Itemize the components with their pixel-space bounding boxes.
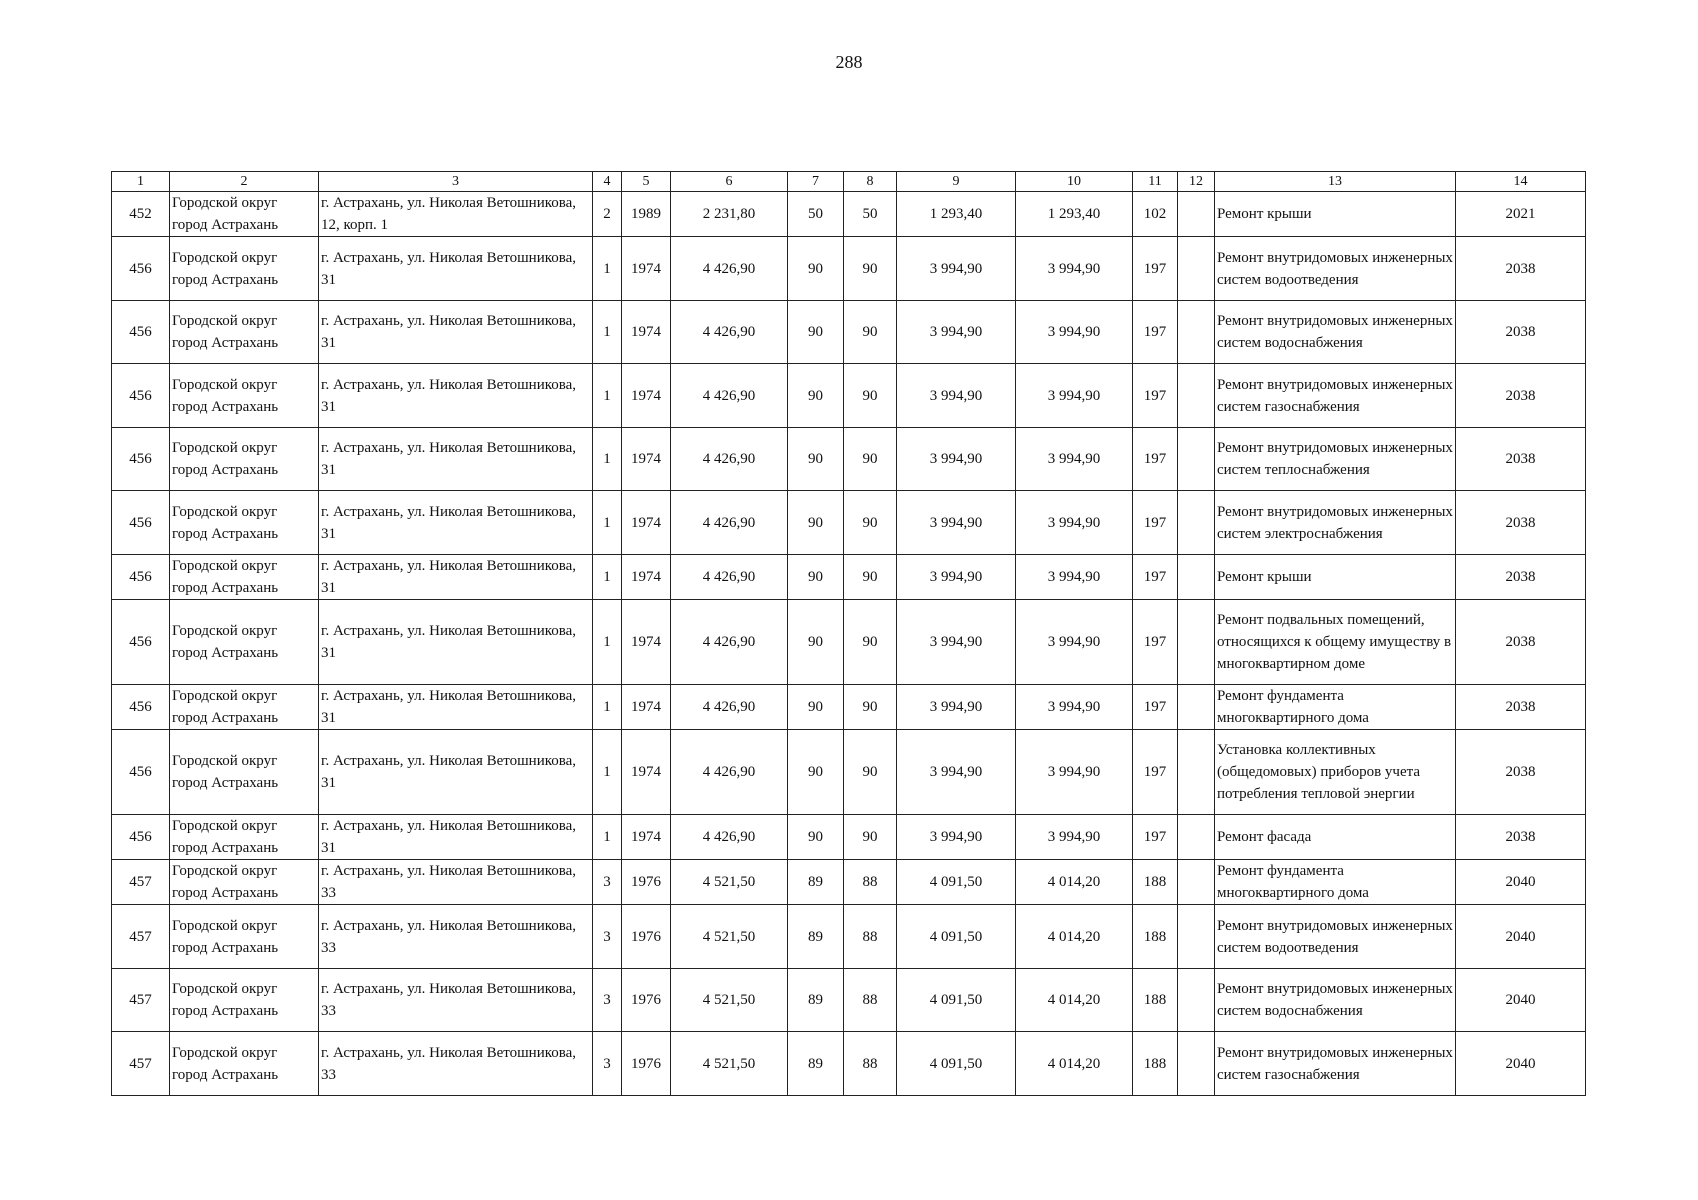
municipality-cell: Городской округ город Астрахань xyxy=(170,555,319,600)
year-built-cell: 1974 xyxy=(622,428,671,491)
year-built-cell: 1989 xyxy=(622,192,671,237)
total-area-cell: 4 521,50 xyxy=(671,969,788,1032)
col10-area-cell: 3 994,90 xyxy=(1016,491,1133,555)
plan-year-cell: 2021 xyxy=(1456,192,1586,237)
col8-cell: 90 xyxy=(844,555,897,600)
column-header: 14 xyxy=(1456,172,1586,192)
col7-cell: 90 xyxy=(788,237,844,301)
address-cell: г. Астрахань, ул. Николая Ветошникова, 31 xyxy=(319,730,593,815)
address-cell: г. Астрахань, ул. Николая Ветошникова, 31 xyxy=(319,364,593,428)
municipality-cell: Городской округ город Астрахань xyxy=(170,815,319,860)
plan-year-cell: 2038 xyxy=(1456,600,1586,685)
column-header: 8 xyxy=(844,172,897,192)
plan-year-cell: 2040 xyxy=(1456,1032,1586,1096)
col7-cell: 90 xyxy=(788,555,844,600)
address-cell: г. Астрахань, ул. Николая Ветошникова, 33 xyxy=(319,905,593,969)
plan-year-cell: 2040 xyxy=(1456,905,1586,969)
total-area-cell: 4 426,90 xyxy=(671,428,788,491)
year-built-cell: 1974 xyxy=(622,815,671,860)
col12-cell xyxy=(1178,600,1215,685)
floors-cell: 3 xyxy=(593,905,622,969)
col9-area-cell: 1 293,40 xyxy=(897,192,1016,237)
col12-cell xyxy=(1178,555,1215,600)
col12-cell xyxy=(1178,685,1215,730)
col12-cell xyxy=(1178,1032,1215,1096)
col12-cell xyxy=(1178,237,1215,301)
col8-cell: 88 xyxy=(844,905,897,969)
year-built-cell: 1976 xyxy=(622,905,671,969)
col10-area-cell: 4 014,20 xyxy=(1016,905,1133,969)
row-number-cell: 457 xyxy=(112,860,170,905)
municipality-cell: Городской округ город Астрахань xyxy=(170,905,319,969)
residents-cell: 197 xyxy=(1133,491,1178,555)
col10-area-cell: 3 994,90 xyxy=(1016,428,1133,491)
table-row xyxy=(112,301,1586,364)
row-number-cell: 452 xyxy=(112,192,170,237)
column-number-row xyxy=(112,172,1586,192)
table-row xyxy=(112,192,1586,237)
address-cell: г. Астрахань, ул. Николая Ветошникова, 33 xyxy=(319,860,593,905)
work-type-cell: Ремонт подвальных помещений, относящихся к общему имуществу в многоквартирном доме xyxy=(1215,600,1456,685)
residents-cell: 197 xyxy=(1133,237,1178,301)
municipality-cell: Городской округ город Астрахань xyxy=(170,491,319,555)
col8-cell: 90 xyxy=(844,428,897,491)
col12-cell xyxy=(1178,905,1215,969)
col10-area-cell: 3 994,90 xyxy=(1016,301,1133,364)
total-area-cell: 4 426,90 xyxy=(671,600,788,685)
plan-year-cell: 2038 xyxy=(1456,730,1586,815)
page-number: 288 xyxy=(835,52,863,72)
total-area-cell: 4 426,90 xyxy=(671,555,788,600)
municipality-cell: Городской округ город Астрахань xyxy=(170,301,319,364)
col9-area-cell: 3 994,90 xyxy=(897,685,1016,730)
column-header: 4 xyxy=(593,172,622,192)
municipality-cell: Городской округ город Астрахань xyxy=(170,685,319,730)
column-header: 1 xyxy=(112,172,170,192)
residents-cell: 188 xyxy=(1133,1032,1178,1096)
municipality-cell: Городской округ город Астрахань xyxy=(170,364,319,428)
work-type-cell: Ремонт крыши xyxy=(1215,192,1456,237)
address-cell: г. Астрахань, ул. Николая Ветошникова, 31 xyxy=(319,491,593,555)
municipality-cell: Городской округ город Астрахань xyxy=(170,428,319,491)
row-number-cell: 456 xyxy=(112,685,170,730)
work-type-cell: Ремонт внутридомовых инженерных систем водоотведения xyxy=(1215,905,1456,969)
floors-cell: 1 xyxy=(593,685,622,730)
floors-cell: 1 xyxy=(593,730,622,815)
address-cell: г. Астрахань, ул. Николая Ветошникова, 31 xyxy=(319,815,593,860)
total-area-cell: 4 426,90 xyxy=(671,815,788,860)
total-area-cell: 4 426,90 xyxy=(671,237,788,301)
col8-cell: 90 xyxy=(844,301,897,364)
table-row xyxy=(112,237,1586,301)
plan-year-cell: 2038 xyxy=(1456,815,1586,860)
col10-area-cell: 3 994,90 xyxy=(1016,600,1133,685)
floors-cell: 2 xyxy=(593,192,622,237)
col8-cell: 88 xyxy=(844,1032,897,1096)
col10-area-cell: 4 014,20 xyxy=(1016,860,1133,905)
column-header: 13 xyxy=(1215,172,1456,192)
floors-cell: 1 xyxy=(593,237,622,301)
col8-cell: 88 xyxy=(844,969,897,1032)
floors-cell: 1 xyxy=(593,301,622,364)
col12-cell xyxy=(1178,192,1215,237)
col8-cell: 90 xyxy=(844,730,897,815)
work-type-cell: Ремонт крыши xyxy=(1215,555,1456,600)
col10-area-cell: 3 994,90 xyxy=(1016,730,1133,815)
row-number-cell: 456 xyxy=(112,301,170,364)
address-cell: г. Астрахань, ул. Николая Ветошникова, 31 xyxy=(319,428,593,491)
row-number-cell: 456 xyxy=(112,237,170,301)
col10-area-cell: 3 994,90 xyxy=(1016,555,1133,600)
column-header: 5 xyxy=(622,172,671,192)
table-row xyxy=(112,555,1586,600)
column-header: 3 xyxy=(319,172,593,192)
work-type-cell: Ремонт фундамента многоквартирного дома xyxy=(1215,860,1456,905)
table-row xyxy=(112,815,1586,860)
residents-cell: 197 xyxy=(1133,685,1178,730)
plan-year-cell: 2038 xyxy=(1456,491,1586,555)
residents-cell: 188 xyxy=(1133,969,1178,1032)
table-header xyxy=(112,172,1586,192)
col12-cell xyxy=(1178,815,1215,860)
floors-cell: 1 xyxy=(593,491,622,555)
col12-cell xyxy=(1178,364,1215,428)
address-cell: г. Астрахань, ул. Николая Ветошникова, 12, корп. 1 xyxy=(319,192,593,237)
table-row xyxy=(112,600,1586,685)
row-number-cell: 457 xyxy=(112,969,170,1032)
col7-cell: 90 xyxy=(788,815,844,860)
col7-cell: 90 xyxy=(788,491,844,555)
year-built-cell: 1976 xyxy=(622,969,671,1032)
municipality-cell: Городской округ город Астрахань xyxy=(170,600,319,685)
col10-area-cell: 1 293,40 xyxy=(1016,192,1133,237)
year-built-cell: 1974 xyxy=(622,237,671,301)
col10-area-cell: 3 994,90 xyxy=(1016,237,1133,301)
plan-year-cell: 2038 xyxy=(1456,301,1586,364)
col7-cell: 90 xyxy=(788,730,844,815)
residents-cell: 188 xyxy=(1133,860,1178,905)
row-number-cell: 456 xyxy=(112,815,170,860)
year-built-cell: 1976 xyxy=(622,1032,671,1096)
col7-cell: 90 xyxy=(788,600,844,685)
floors-cell: 3 xyxy=(593,1032,622,1096)
work-type-cell: Ремонт внутридомовых инженерных систем водоотведения xyxy=(1215,237,1456,301)
col8-cell: 90 xyxy=(844,815,897,860)
total-area-cell: 2 231,80 xyxy=(671,192,788,237)
floors-cell: 1 xyxy=(593,364,622,428)
col10-area-cell: 4 014,20 xyxy=(1016,969,1133,1032)
col9-area-cell: 4 091,50 xyxy=(897,1032,1016,1096)
residents-cell: 188 xyxy=(1133,905,1178,969)
total-area-cell: 4 426,90 xyxy=(671,685,788,730)
col9-area-cell: 3 994,90 xyxy=(897,555,1016,600)
column-header: 6 xyxy=(671,172,788,192)
floors-cell: 1 xyxy=(593,555,622,600)
plan-year-cell: 2038 xyxy=(1456,364,1586,428)
municipality-cell: Городской округ город Астрахань xyxy=(170,192,319,237)
work-type-cell: Ремонт внутридомовых инженерных систем электроснабжения xyxy=(1215,491,1456,555)
floors-cell: 3 xyxy=(593,860,622,905)
address-cell: г. Астрахань, ул. Николая Ветошникова, 31 xyxy=(319,301,593,364)
col8-cell: 90 xyxy=(844,364,897,428)
col9-area-cell: 4 091,50 xyxy=(897,969,1016,1032)
plan-year-cell: 2040 xyxy=(1456,860,1586,905)
work-type-cell: Ремонт внутридомовых инженерных систем водоснабжения xyxy=(1215,301,1456,364)
total-area-cell: 4 426,90 xyxy=(671,301,788,364)
row-number-cell: 456 xyxy=(112,364,170,428)
col9-area-cell: 3 994,90 xyxy=(897,364,1016,428)
col7-cell: 90 xyxy=(788,364,844,428)
residents-cell: 197 xyxy=(1133,301,1178,364)
col10-area-cell: 3 994,90 xyxy=(1016,815,1133,860)
residents-cell: 197 xyxy=(1133,730,1178,815)
col12-cell xyxy=(1178,491,1215,555)
address-cell: г. Астрахань, ул. Николая Ветошникова, 31 xyxy=(319,685,593,730)
col8-cell: 90 xyxy=(844,685,897,730)
col8-cell: 50 xyxy=(844,192,897,237)
col9-area-cell: 4 091,50 xyxy=(897,860,1016,905)
municipality-cell: Городской округ город Астрахань xyxy=(170,1032,319,1096)
col9-area-cell: 3 994,90 xyxy=(897,237,1016,301)
column-header: 10 xyxy=(1016,172,1133,192)
table-row xyxy=(112,905,1586,969)
work-type-cell: Ремонт фундамента многоквартирного дома xyxy=(1215,685,1456,730)
plan-year-cell: 2038 xyxy=(1456,428,1586,491)
address-cell: г. Астрахань, ул. Николая Ветошникова, 31 xyxy=(319,237,593,301)
col12-cell xyxy=(1178,301,1215,364)
row-number-cell: 456 xyxy=(112,600,170,685)
row-number-cell: 457 xyxy=(112,905,170,969)
plan-year-cell: 2038 xyxy=(1456,237,1586,301)
work-type-cell: Ремонт внутридомовых инженерных систем теплоснабжения xyxy=(1215,428,1456,491)
table-body xyxy=(112,192,1586,1096)
floors-cell: 1 xyxy=(593,600,622,685)
column-header: 9 xyxy=(897,172,1016,192)
col9-area-cell: 3 994,90 xyxy=(897,815,1016,860)
plan-year-cell: 2038 xyxy=(1456,555,1586,600)
residents-cell: 197 xyxy=(1133,364,1178,428)
table-row xyxy=(112,428,1586,491)
col7-cell: 89 xyxy=(788,1032,844,1096)
work-type-cell: Ремонт фасада xyxy=(1215,815,1456,860)
col8-cell: 88 xyxy=(844,860,897,905)
floors-cell: 3 xyxy=(593,969,622,1032)
total-area-cell: 4 521,50 xyxy=(671,905,788,969)
municipality-cell: Городской округ город Астрахань xyxy=(170,730,319,815)
column-header: 12 xyxy=(1178,172,1215,192)
col10-area-cell: 4 014,20 xyxy=(1016,1032,1133,1096)
work-type-cell: Ремонт внутридомовых инженерных систем водоснабжения xyxy=(1215,969,1456,1032)
year-built-cell: 1974 xyxy=(622,364,671,428)
col10-area-cell: 3 994,90 xyxy=(1016,364,1133,428)
residents-cell: 197 xyxy=(1133,428,1178,491)
column-header: 11 xyxy=(1133,172,1178,192)
municipality-cell: Городской округ город Астрахань xyxy=(170,860,319,905)
column-header: 7 xyxy=(788,172,844,192)
col12-cell xyxy=(1178,860,1215,905)
col8-cell: 90 xyxy=(844,237,897,301)
work-type-cell: Установка коллективных (общедомовых) приборов учета потребления тепловой энергии xyxy=(1215,730,1456,815)
table-row xyxy=(112,685,1586,730)
col9-area-cell: 3 994,90 xyxy=(897,491,1016,555)
capital-repair-table xyxy=(111,171,1586,1096)
address-cell: г. Астрахань, ул. Николая Ветошникова, 31 xyxy=(319,555,593,600)
floors-cell: 1 xyxy=(593,815,622,860)
col9-area-cell: 3 994,90 xyxy=(897,301,1016,364)
address-cell: г. Астрахань, ул. Николая Ветошникова, 31 xyxy=(319,600,593,685)
col7-cell: 89 xyxy=(788,969,844,1032)
col9-area-cell: 3 994,90 xyxy=(897,730,1016,815)
year-built-cell: 1976 xyxy=(622,860,671,905)
row-number-cell: 456 xyxy=(112,730,170,815)
residents-cell: 197 xyxy=(1133,815,1178,860)
floors-cell: 1 xyxy=(593,428,622,491)
year-built-cell: 1974 xyxy=(622,301,671,364)
year-built-cell: 1974 xyxy=(622,685,671,730)
col9-area-cell: 4 091,50 xyxy=(897,905,1016,969)
year-built-cell: 1974 xyxy=(622,555,671,600)
total-area-cell: 4 426,90 xyxy=(671,730,788,815)
municipality-cell: Городской округ город Астрахань xyxy=(170,237,319,301)
col12-cell xyxy=(1178,730,1215,815)
col7-cell: 50 xyxy=(788,192,844,237)
address-cell: г. Астрахань, ул. Николая Ветошникова, 33 xyxy=(319,969,593,1032)
col7-cell: 90 xyxy=(788,685,844,730)
table-row xyxy=(112,491,1586,555)
col8-cell: 90 xyxy=(844,600,897,685)
col7-cell: 89 xyxy=(788,905,844,969)
row-number-cell: 456 xyxy=(112,555,170,600)
table-row xyxy=(112,730,1586,815)
col7-cell: 90 xyxy=(788,428,844,491)
table-row xyxy=(112,364,1586,428)
year-built-cell: 1974 xyxy=(622,730,671,815)
residents-cell: 102 xyxy=(1133,192,1178,237)
work-type-cell: Ремонт внутридомовых инженерных систем газоснабжения xyxy=(1215,1032,1456,1096)
col7-cell: 90 xyxy=(788,301,844,364)
col10-area-cell: 3 994,90 xyxy=(1016,685,1133,730)
work-type-cell: Ремонт внутридомовых инженерных систем газоснабжения xyxy=(1215,364,1456,428)
row-number-cell: 457 xyxy=(112,1032,170,1096)
year-built-cell: 1974 xyxy=(622,600,671,685)
residents-cell: 197 xyxy=(1133,600,1178,685)
total-area-cell: 4 521,50 xyxy=(671,1032,788,1096)
col9-area-cell: 3 994,90 xyxy=(897,600,1016,685)
row-number-cell: 456 xyxy=(112,428,170,491)
col8-cell: 90 xyxy=(844,491,897,555)
table-row xyxy=(112,860,1586,905)
column-header: 2 xyxy=(170,172,319,192)
address-cell: г. Астрахань, ул. Николая Ветошникова, 33 xyxy=(319,1032,593,1096)
col12-cell xyxy=(1178,428,1215,491)
total-area-cell: 4 521,50 xyxy=(671,860,788,905)
col12-cell xyxy=(1178,969,1215,1032)
total-area-cell: 4 426,90 xyxy=(671,364,788,428)
table-row xyxy=(112,969,1586,1032)
year-built-cell: 1974 xyxy=(622,491,671,555)
col9-area-cell: 3 994,90 xyxy=(897,428,1016,491)
municipality-cell: Городской округ город Астрахань xyxy=(170,969,319,1032)
plan-year-cell: 2040 xyxy=(1456,969,1586,1032)
table-row xyxy=(112,1032,1586,1096)
residents-cell: 197 xyxy=(1133,555,1178,600)
plan-year-cell: 2038 xyxy=(1456,685,1586,730)
total-area-cell: 4 426,90 xyxy=(671,491,788,555)
col7-cell: 89 xyxy=(788,860,844,905)
row-number-cell: 456 xyxy=(112,491,170,555)
